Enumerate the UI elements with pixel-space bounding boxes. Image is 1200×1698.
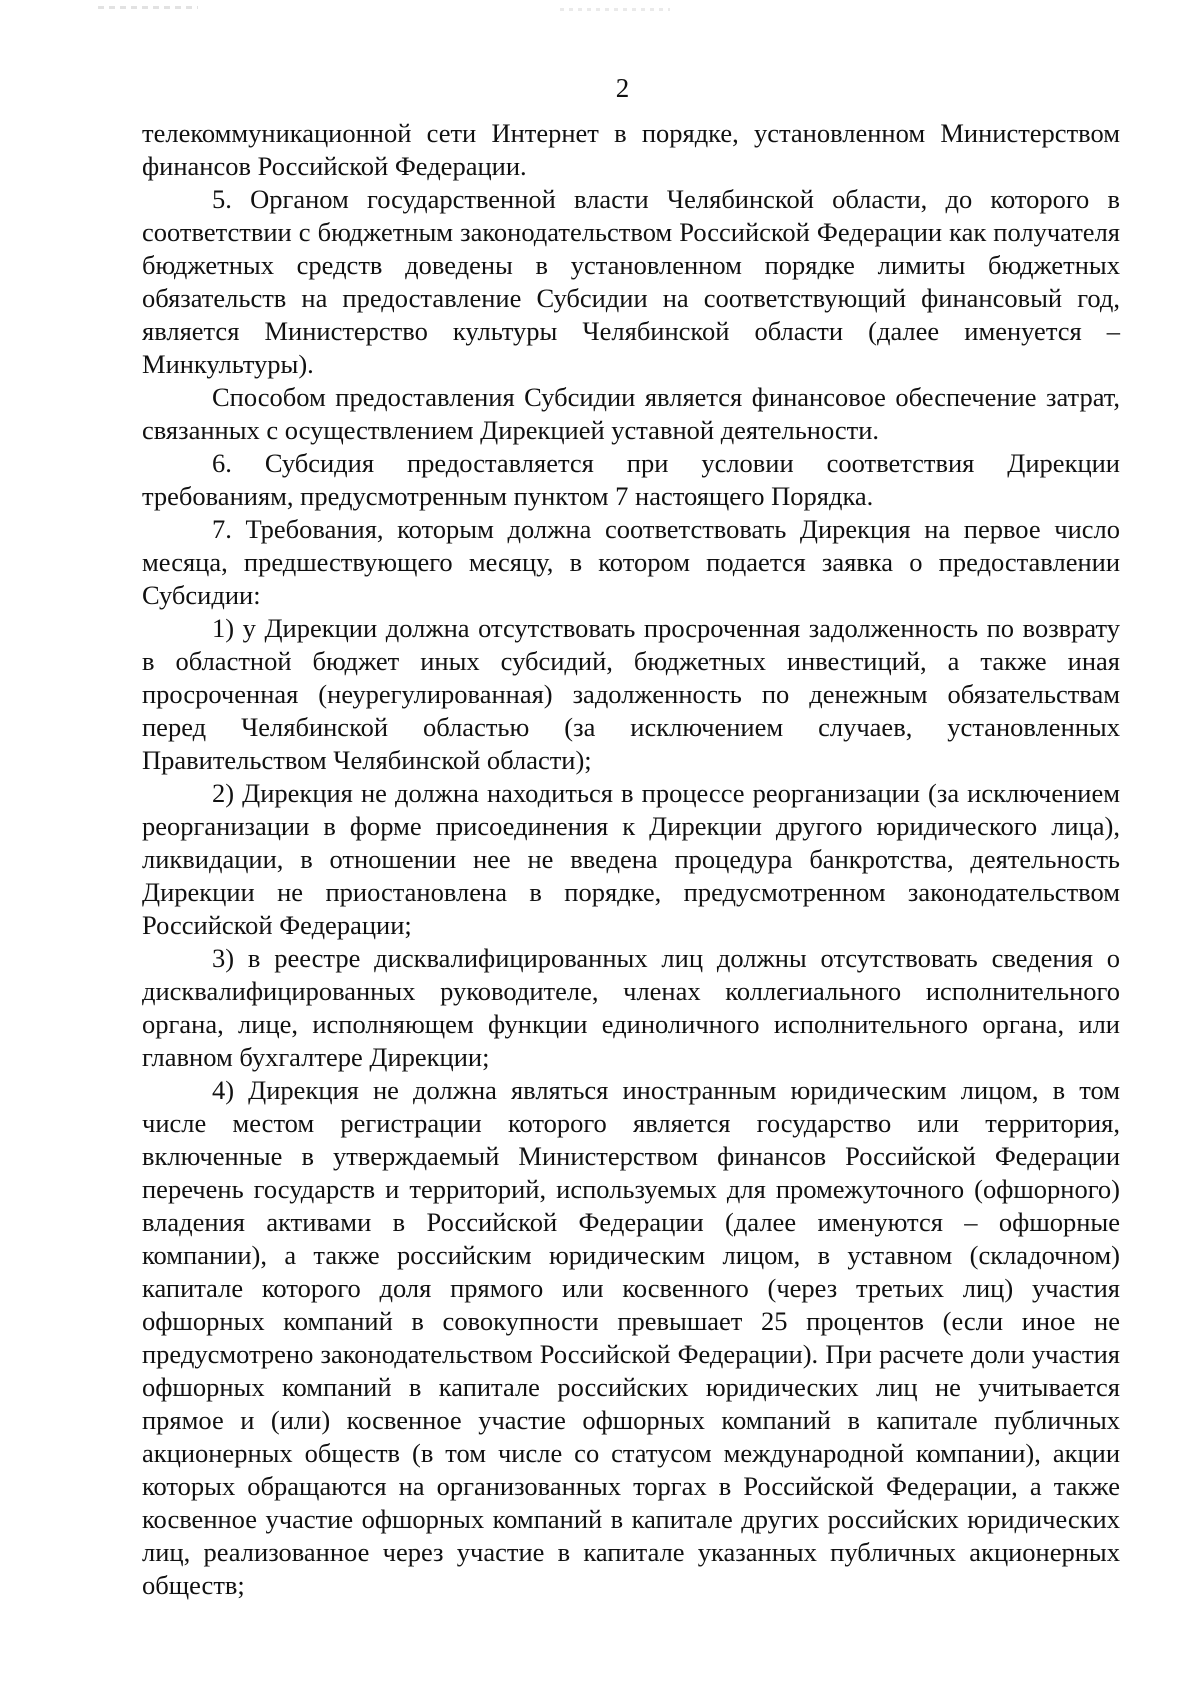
paragraph-subitem-3: 3) в реестре дисквалифицированных лиц должны отсутствовать сведения о дисквалифицированных руководителе, членах коллегиального исполнительного органа, лице, исполняющем функции единоличного исполнительного органа, или главном бухгалтере Дирекции; (142, 943, 1120, 1072)
paragraph-subitem-1: 1) у Дирекции должна отсутствовать просроченная задолженность по возврату в областной бюджет иных субсидий, бюджетных инвестиций, а также иная просроченная (неурегулированная) задолженность по денежным обязательствам перед Челябинской областью (за исключением случаев, установленных Правительством Челябинской области); (142, 613, 1120, 775)
scan-artifact (98, 6, 198, 9)
paragraph-continuation: телекоммуникационной сети Интернет в порядке, установленном Министерством финансов Российской Федерации. (142, 118, 1120, 181)
paragraph-subitem-2: 2) Дирекция не должна находиться в процессе реорганизации (за исключением реорганизации в форме присоединения к Дирекции другого юридического лица), ликвидации, в отношении нее не введена процедура банкротства, деятельность Дирекции не приостановлена в порядке, предусмотренном законодательством Российской Федерации; (142, 778, 1120, 940)
paragraph-item-6: 6. Субсидия предоставляется при условии соответствия Дирекции требованиям, предусмотренным пунктом 7 настоящего Порядка. (142, 448, 1120, 511)
page-number: 2 (615, 73, 630, 103)
paragraph-subsidy-method: Способом предоставления Субсидии является финансовое обеспечение затрат, связанных с осуществлением Дирекцией уставной деятельности. (142, 382, 1120, 445)
document-body (142, 117, 1120, 1602)
paragraph-item-7: 7. Требования, которым должна соответствовать Дирекция на первое число месяца, предшествующего месяцу, в котором подается заявка о предоставлении Субсидии: (142, 514, 1120, 610)
paragraph-item-5: 5. Органом государственной власти Челябинской области, до которого в соответствии с бюджетным законодательством Российской Федерации как получателя бюджетных средств доведены в установленном порядке лимиты бюджетных обязательств на предоставление Субсидии на соответствующий финансовый год, является Министерство культуры Челябинской области (далее именуется – Минкультуры). (142, 184, 1120, 379)
scan-artifact (560, 8, 670, 11)
paragraph-subitem-4: 4) Дирекция не должна являться иностранным юридическим лицом, в том числе местом регистрации которого является государство или территория, включенные в утверждаемый Министерством финансов Российской Федерации перечень государств и территорий, используемых для промежуточного (офшорного) владения активами в Российской Федерации (далее именуются – офшорные компании), а также российским юридическим лицом, в уставном (складочном) капитале которого доля прямого или косвенного (через третьих лиц) участия офшорных компаний в совокупности превышает 25 процентов (если иное не предусмотрено законодательством Российской Федерации). При расчете доли участия офшорных компаний в капитале российских юридических лиц не учитывается прямое и (или) косвенное участие офшорных компаний в капитале публичных акционерных обществ (в том числе со статусом международной компании), акции которых обращаются на организованных торгах в Российской Федерации, а также косвенное участие офшорных компаний в капитале других российских юридических лиц, реализованное через участие в капитале указанных публичных акционерных обществ; (142, 1075, 1120, 1600)
